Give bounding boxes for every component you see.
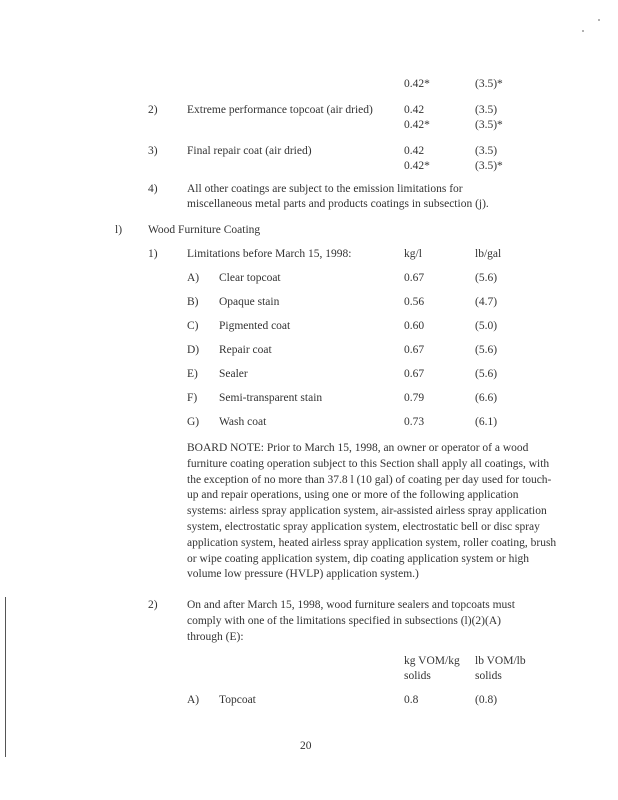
item3-lb-2: (3.5)* [475, 160, 503, 172]
item3-lb-1: (3.5) [475, 145, 498, 157]
coating-lb: (6.1) [475, 416, 498, 428]
scan-speck [598, 19, 600, 21]
coating-letter: F) [187, 392, 198, 404]
page-number: 20 [300, 740, 312, 752]
coating-name: Pigmented coat [219, 320, 291, 332]
item2b-number: 2) [148, 599, 158, 611]
coating-lb: (6.6) [475, 392, 498, 404]
coating-letter: G) [187, 416, 200, 428]
coating-name: Sealer [219, 368, 248, 380]
item2-kg-1: 0.42 [404, 104, 425, 116]
topcoat-letter: A) [187, 694, 200, 706]
topcoat-kg: 0.8 [404, 694, 419, 706]
coating-name: Semi-transparent stain [219, 392, 323, 404]
item4-number: 4) [148, 183, 158, 195]
coating-name: Repair coat [219, 344, 272, 356]
coating-kg: 0.67 [404, 368, 425, 380]
coating-letter: C) [187, 320, 199, 332]
scan-speck [582, 30, 584, 32]
coating-lb: (4.7) [475, 296, 498, 308]
coating-kg: 0.67 [404, 272, 425, 284]
solids-header-kg-line-1: kg VOM/kg [404, 655, 460, 667]
coating-lb: (5.6) [475, 272, 498, 284]
scan-edge-line [5, 597, 6, 757]
coating-kg: 0.67 [404, 344, 425, 356]
item2b-text: On and after March 15, 1998, wood furniture sealers and topcoats must comply with one of the limitations specified in subsections (l)(2)(A) through (E): [187, 599, 515, 643]
solids-header-kg-line-2: solids [404, 670, 431, 682]
board-note: BOARD NOTE: Prior to March 15, 1998, an owner or operator of a wood furniture coating operation subject to this Section shall apply all coatings, with the exception of no more than 37.8 l (10 gal) of coating per day used for touch-up and repair operations, using one or more of the following application systems: airless spray application system, air-assisted airless spray application system, electrostatic spray application system, electrostatic bell or disc spray application system, heated airless spray application system, roller coating, brush or wipe coating application system, dip coating application system or high volume low pressure (HVLP) application system.) [187, 442, 557, 581]
section-l-title: Wood Furniture Coating [148, 224, 261, 236]
coating-name: Wash coat [219, 416, 267, 428]
coating-lb: (5.6) [475, 368, 498, 380]
section-l-letter: l) [115, 224, 123, 236]
item3-kg-1: 0.42 [404, 145, 425, 157]
item2-lb-1: (3.5) [475, 104, 498, 116]
coating-letter: A) [187, 272, 200, 284]
item2-kg-2: 0.42* [404, 119, 430, 131]
coating-letter: B) [187, 296, 199, 308]
coating-name: Clear topcoat [219, 272, 281, 284]
coating-kg: 0.79 [404, 392, 425, 404]
item3-label: Final repair coat (air dried) [187, 145, 312, 157]
coating-letter: E) [187, 368, 198, 380]
coating-letter: D) [187, 344, 200, 356]
solids-header-lb-line-1: lb VOM/lb [475, 655, 526, 667]
item3-kg-2: 0.42* [404, 160, 430, 172]
solids-header-lb-line-2: solids [475, 670, 502, 682]
column-header-kg-l: kg/l [404, 248, 422, 260]
item2-lb-2: (3.5)* [475, 119, 503, 131]
item3-number: 3) [148, 145, 158, 157]
limits-before-label: Limitations before March 15, 1998: [187, 248, 352, 260]
item2-label: Extreme performance topcoat (air dried) [187, 104, 373, 116]
topcoat-lb: (0.8) [475, 694, 498, 706]
item4-line-2: miscellaneous metal parts and products coatings in subsection (j). [187, 198, 489, 210]
coating-kg: 0.73 [404, 416, 425, 428]
top-kg-value: 0.42* [404, 78, 430, 90]
coating-lb: (5.6) [475, 344, 498, 356]
top-lb-value: (3.5)* [475, 78, 503, 90]
coating-lb: (5.0) [475, 320, 498, 332]
coating-name: Opaque stain [219, 296, 280, 308]
column-header-lb-gal: lb/gal [475, 248, 502, 260]
topcoat-name: Topcoat [219, 694, 256, 706]
item4-line-1: All other coatings are subject to the emission limitations for [187, 183, 463, 195]
item2-number: 2) [148, 104, 158, 116]
coating-kg: 0.56 [404, 296, 425, 308]
coating-kg: 0.60 [404, 320, 425, 332]
limits-before-number: 1) [148, 248, 158, 260]
